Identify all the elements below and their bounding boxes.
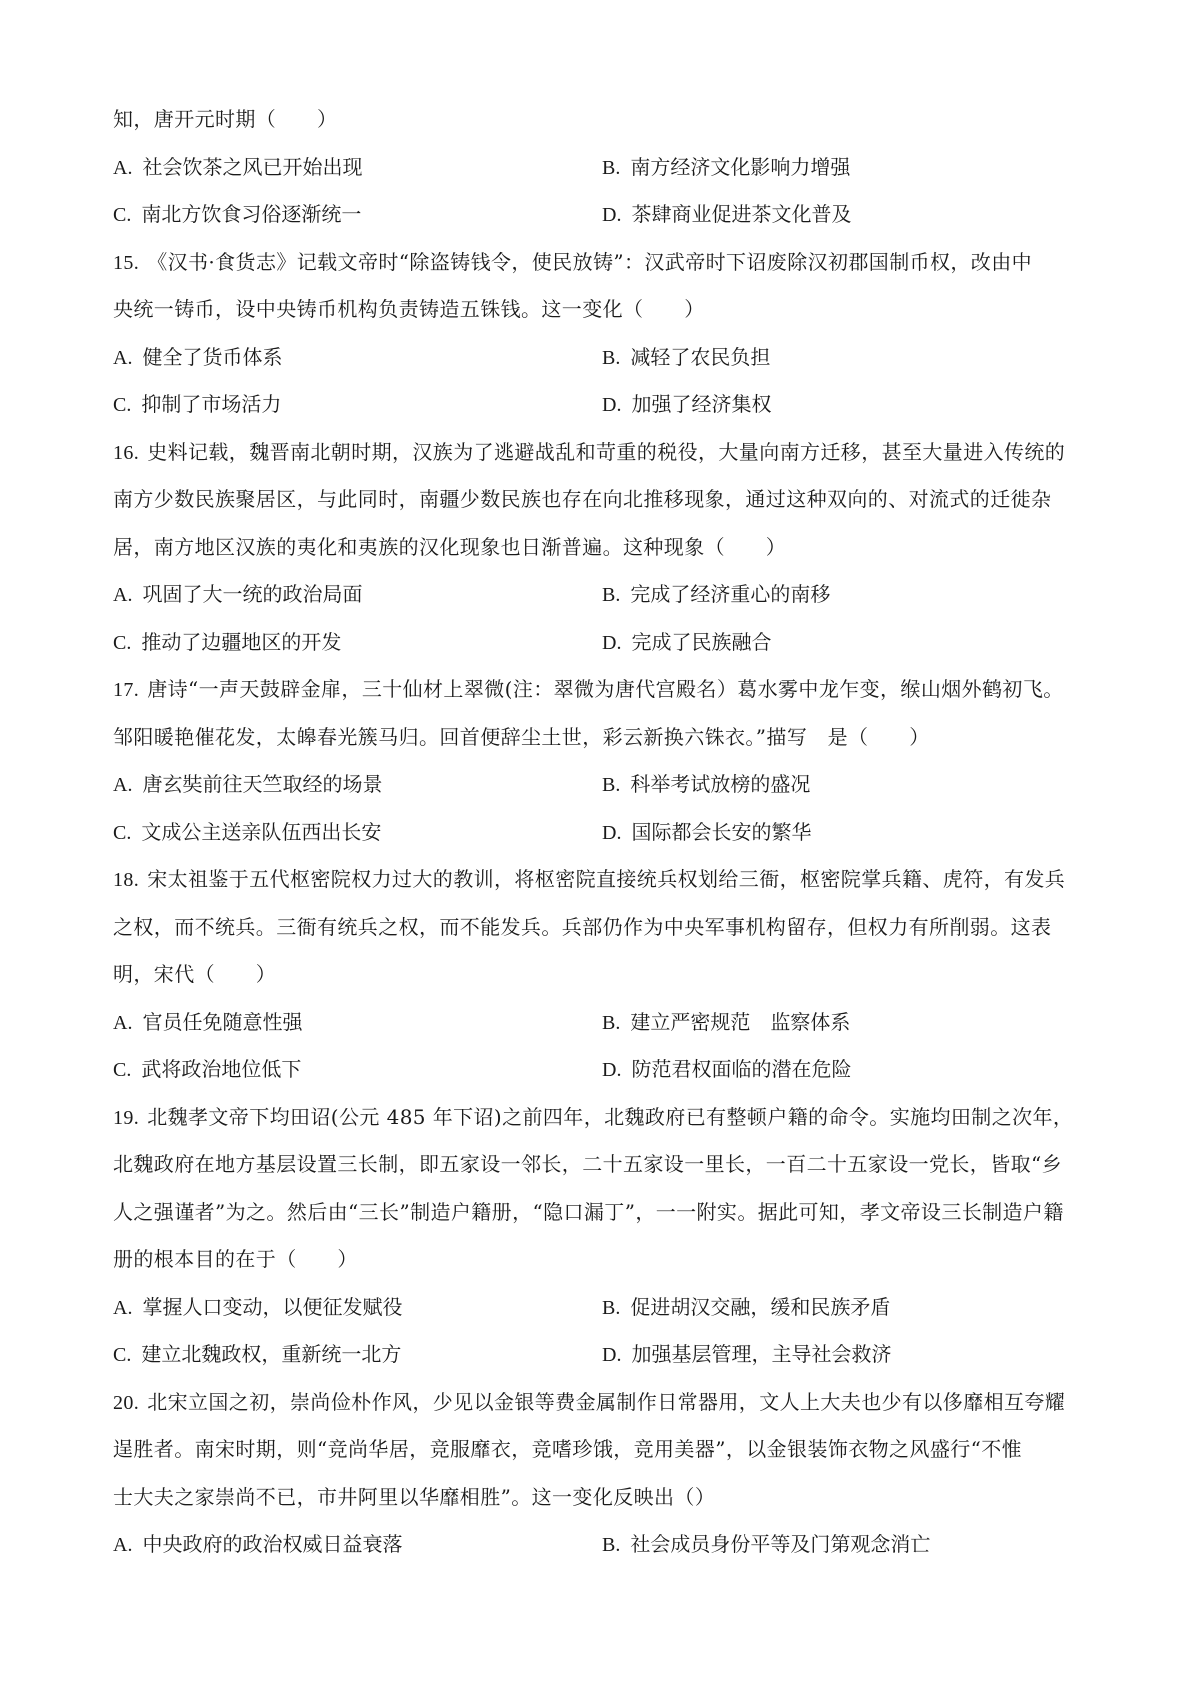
option-b[interactable]: B. 减轻了农民负担 — [602, 344, 771, 369]
question-20 — [113, 1379, 1095, 1569]
option-a-text: 中央政府的政治权威日益衰落 — [142, 1532, 403, 1556]
options-row — [113, 381, 1095, 429]
option-b[interactable]: B. 南方经济文化影响力增强 — [602, 154, 851, 179]
option-a[interactable]: A. 官员任免随意性强 — [113, 1009, 303, 1034]
option-c[interactable]: C. 南北方饮食习俗逐渐统一 — [113, 202, 362, 226]
option-a[interactable]: A. 中央政府的政治权威日益衰落 — [113, 1532, 403, 1556]
question-stem-line: 南方少数民族聚居区，与此同时，南疆少数民族也存在向北推移现象，通过这种双向的、对流式的迁徙杂 — [113, 487, 1052, 511]
question-stem-line: 邹阳暖艳催花发，太皞春光簇马归。回首便辞尘土世，彩云新换六铢衣。”描写 是（ ） — [113, 724, 930, 749]
option-d[interactable]: D. 国际都会长安的繁华 — [602, 819, 812, 844]
question-number: 17. — [113, 679, 140, 701]
option-c[interactable]: C. 建立北魏政权，重新统一北方 — [113, 1342, 402, 1366]
question-stem-line: 居，南方地区汉族的夷化和夷族的汉化现象也日渐普遍。这种现象（ ） — [113, 534, 787, 559]
option-d-text: 完成了民族融合 — [631, 629, 772, 654]
option-b[interactable]: B. 建立严密规范 监察体系 — [602, 1009, 851, 1034]
option-d[interactable]: D. 防范君权面临的潜在危险 — [602, 1057, 852, 1081]
question-stem-line: 北魏政府在地方基层设置三长制，即五家设一邻长，二十五家设一里长，一百二十五家设一党长，皆取“乡 — [113, 1152, 1063, 1176]
option-a-text: 掌握人口变动，以便征发赋役 — [142, 1294, 403, 1319]
option-c[interactable]: C. 文成公主送亲队伍西出长安 — [113, 819, 382, 844]
option-d-text: 加强了经济集权 — [631, 392, 772, 416]
question-number: 19. — [113, 1106, 140, 1129]
option-c-text: 南北方饮食习俗逐渐统一 — [141, 202, 362, 226]
option-c[interactable]: C. 推动了边疆地区的开发 — [113, 629, 342, 654]
question-number: 15. — [113, 251, 140, 274]
option-b-text: 促进胡汉交融，缓和民族矛盾 — [630, 1294, 891, 1319]
question-stem-line: 17. 唐诗“一声天鼓辟金扉，三十仙材上翠微(注：翠微为唐代宫殿名）葛水雾中龙乍变，缑山烟外鹤初飞。 — [113, 677, 1064, 701]
option-d[interactable]: D. 完成了民族融合 — [602, 629, 772, 654]
option-b-text: 社会成员身份平等及门第观念消亡 — [630, 1532, 931, 1556]
option-b-text: 减轻了农民负担 — [630, 344, 771, 369]
question-stem-line: 之权，而不统兵。三衙有统兵之权，而不能发兵。兵部仍作为中央军事机构留存，但权力有所削弱。这表 — [113, 914, 1052, 939]
question-stem-line: 20. 北宋立国之初，崇尚俭朴作风，少见以金银等费金属制作日常器用，文人上大夫也少有以侈靡相互夸耀 — [113, 1389, 1066, 1414]
question-stem-line: 明，宋代（ ） — [113, 962, 277, 986]
option-b-text: 建立严密规范 监察体系 — [630, 1009, 851, 1034]
options-row — [113, 761, 1095, 809]
question-number: 20. — [113, 1391, 140, 1414]
option-a[interactable]: A. 社会饮茶之风已开始出现 — [113, 154, 363, 179]
options-row — [113, 809, 1095, 857]
option-c-text: 武将政治地位低下 — [141, 1057, 302, 1081]
exam-page — [113, 96, 1095, 1569]
option-c-text: 推动了边疆地区的开发 — [141, 629, 342, 654]
options-row — [113, 334, 1095, 382]
option-c-text: 文成公主送亲队伍西出长安 — [141, 819, 382, 844]
option-a-text: 社会饮茶之风已开始出现 — [142, 154, 363, 179]
option-d[interactable]: D. 加强了经济集权 — [602, 392, 772, 416]
option-b[interactable]: B. 促进胡汉交融，缓和民族矛盾 — [602, 1294, 891, 1319]
question-stem-line: 册的根本目的在于（ ） — [113, 1247, 358, 1271]
option-a[interactable]: A. 唐玄奘前往天竺取经的场景 — [113, 772, 383, 796]
question-15 — [113, 239, 1095, 429]
option-b-text: 科举考试放榜的盛况 — [630, 772, 811, 796]
options-row — [113, 144, 1095, 192]
question-stem-line: 知，唐开元时期（ ） — [113, 107, 338, 131]
question-16 — [113, 429, 1095, 667]
option-c[interactable]: C. 抑制了市场活力 — [113, 392, 282, 416]
question-18 — [113, 856, 1095, 1094]
option-d-text: 防范君权面临的潜在危险 — [631, 1057, 852, 1081]
option-d-text: 茶肆商业促进茶文化普及 — [631, 202, 852, 226]
options-row — [113, 1046, 1095, 1094]
option-a[interactable]: A. 掌握人口变动，以便征发赋役 — [113, 1294, 403, 1319]
option-b-text: 南方经济文化影响力增强 — [630, 154, 851, 179]
question-stem-line: 人之强谨者”为之。然后由“三长”制造户籍册，“隐口漏丁”，一一附实。据此可知，孝文帝设三长制造户籍 — [113, 1199, 1064, 1224]
option-a-text: 官员任免随意性强 — [142, 1009, 303, 1034]
question-17 — [113, 666, 1095, 856]
options-row — [113, 619, 1095, 667]
options-row — [113, 1521, 1095, 1569]
option-d-text: 加强基层管理，主导社会救济 — [631, 1342, 892, 1366]
option-d[interactable]: D. 加强基层管理，主导社会救济 — [602, 1342, 892, 1366]
option-b-text: 完成了经济重心的南移 — [630, 582, 831, 606]
question-stem-line: 18. 宋太祖鉴于五代枢密院权力过大的教训，将枢密院直接统兵权划给三衙，枢密院掌兵籍、虎符，有发兵 — [113, 867, 1066, 891]
option-b[interactable]: B. 社会成员身份平等及门第观念消亡 — [602, 1532, 931, 1556]
option-a-text: 唐玄奘前往天竺取经的场景 — [142, 772, 383, 796]
question-stem-line: 央统一铸币，设中央铸币机构负责铸造五铢钱。这一变化（ ） — [113, 297, 705, 321]
option-c-text: 抑制了市场活力 — [141, 392, 282, 416]
option-a[interactable]: A. 健全了货币体系 — [113, 344, 283, 369]
question-stem-line: 16. 史料记载，魏晋南北朝时期，汉族为了逃避战乱和苛重的税役，大量向南方迁移，甚至大量进入传统的 — [113, 439, 1066, 464]
option-a[interactable]: A. 巩固了大一统的政治局面 — [113, 582, 363, 606]
options-row — [113, 191, 1095, 239]
option-c[interactable]: C. 武将政治地位低下 — [113, 1057, 302, 1081]
question-14 — [113, 96, 1095, 239]
option-a-text: 巩固了大一统的政治局面 — [142, 582, 363, 606]
question-number: 18. — [113, 869, 140, 891]
option-a-text: 健全了货币体系 — [142, 344, 283, 369]
question-stem-line: 逞胜者。南宋时期，则“竞尚华居，竞服靡衣，竞嗜珍饿，竞用美器”，以金银装饰衣物之风盛行“不惟 — [113, 1437, 1023, 1461]
option-b[interactable]: B. 科举考试放榜的盛况 — [602, 772, 811, 796]
options-row — [113, 571, 1095, 619]
option-b[interactable]: B. 完成了经济重心的南移 — [602, 582, 831, 606]
option-d[interactable]: D. 茶肆商业促进茶文化普及 — [602, 202, 852, 226]
options-row — [113, 1284, 1095, 1332]
option-d-text: 国际都会长安的繁华 — [631, 819, 812, 844]
question-stem-line: 19. 北魏孝文帝下均田诏(公元 485 年下诏)之前四年，北魏政府已有整顿户籍的命令。实施均田制之次年， — [113, 1104, 1074, 1129]
question-19 — [113, 1094, 1095, 1379]
question-stem-line: 士大夫之家崇尚不已，市井阿里以华靡相胜”。这一变化反映出（） — [113, 1484, 716, 1509]
options-row — [113, 999, 1095, 1047]
question-stem-line: 15. 《汉书·食货志》记载文帝时“除盗铸钱令，使民放铸”：汉武帝时下诏废除汉初郡国制币权，改由中 — [113, 249, 1033, 274]
options-row — [113, 1331, 1095, 1379]
option-c-text: 建立北魏政权，重新统一北方 — [141, 1342, 402, 1366]
question-number: 16. — [113, 441, 140, 464]
